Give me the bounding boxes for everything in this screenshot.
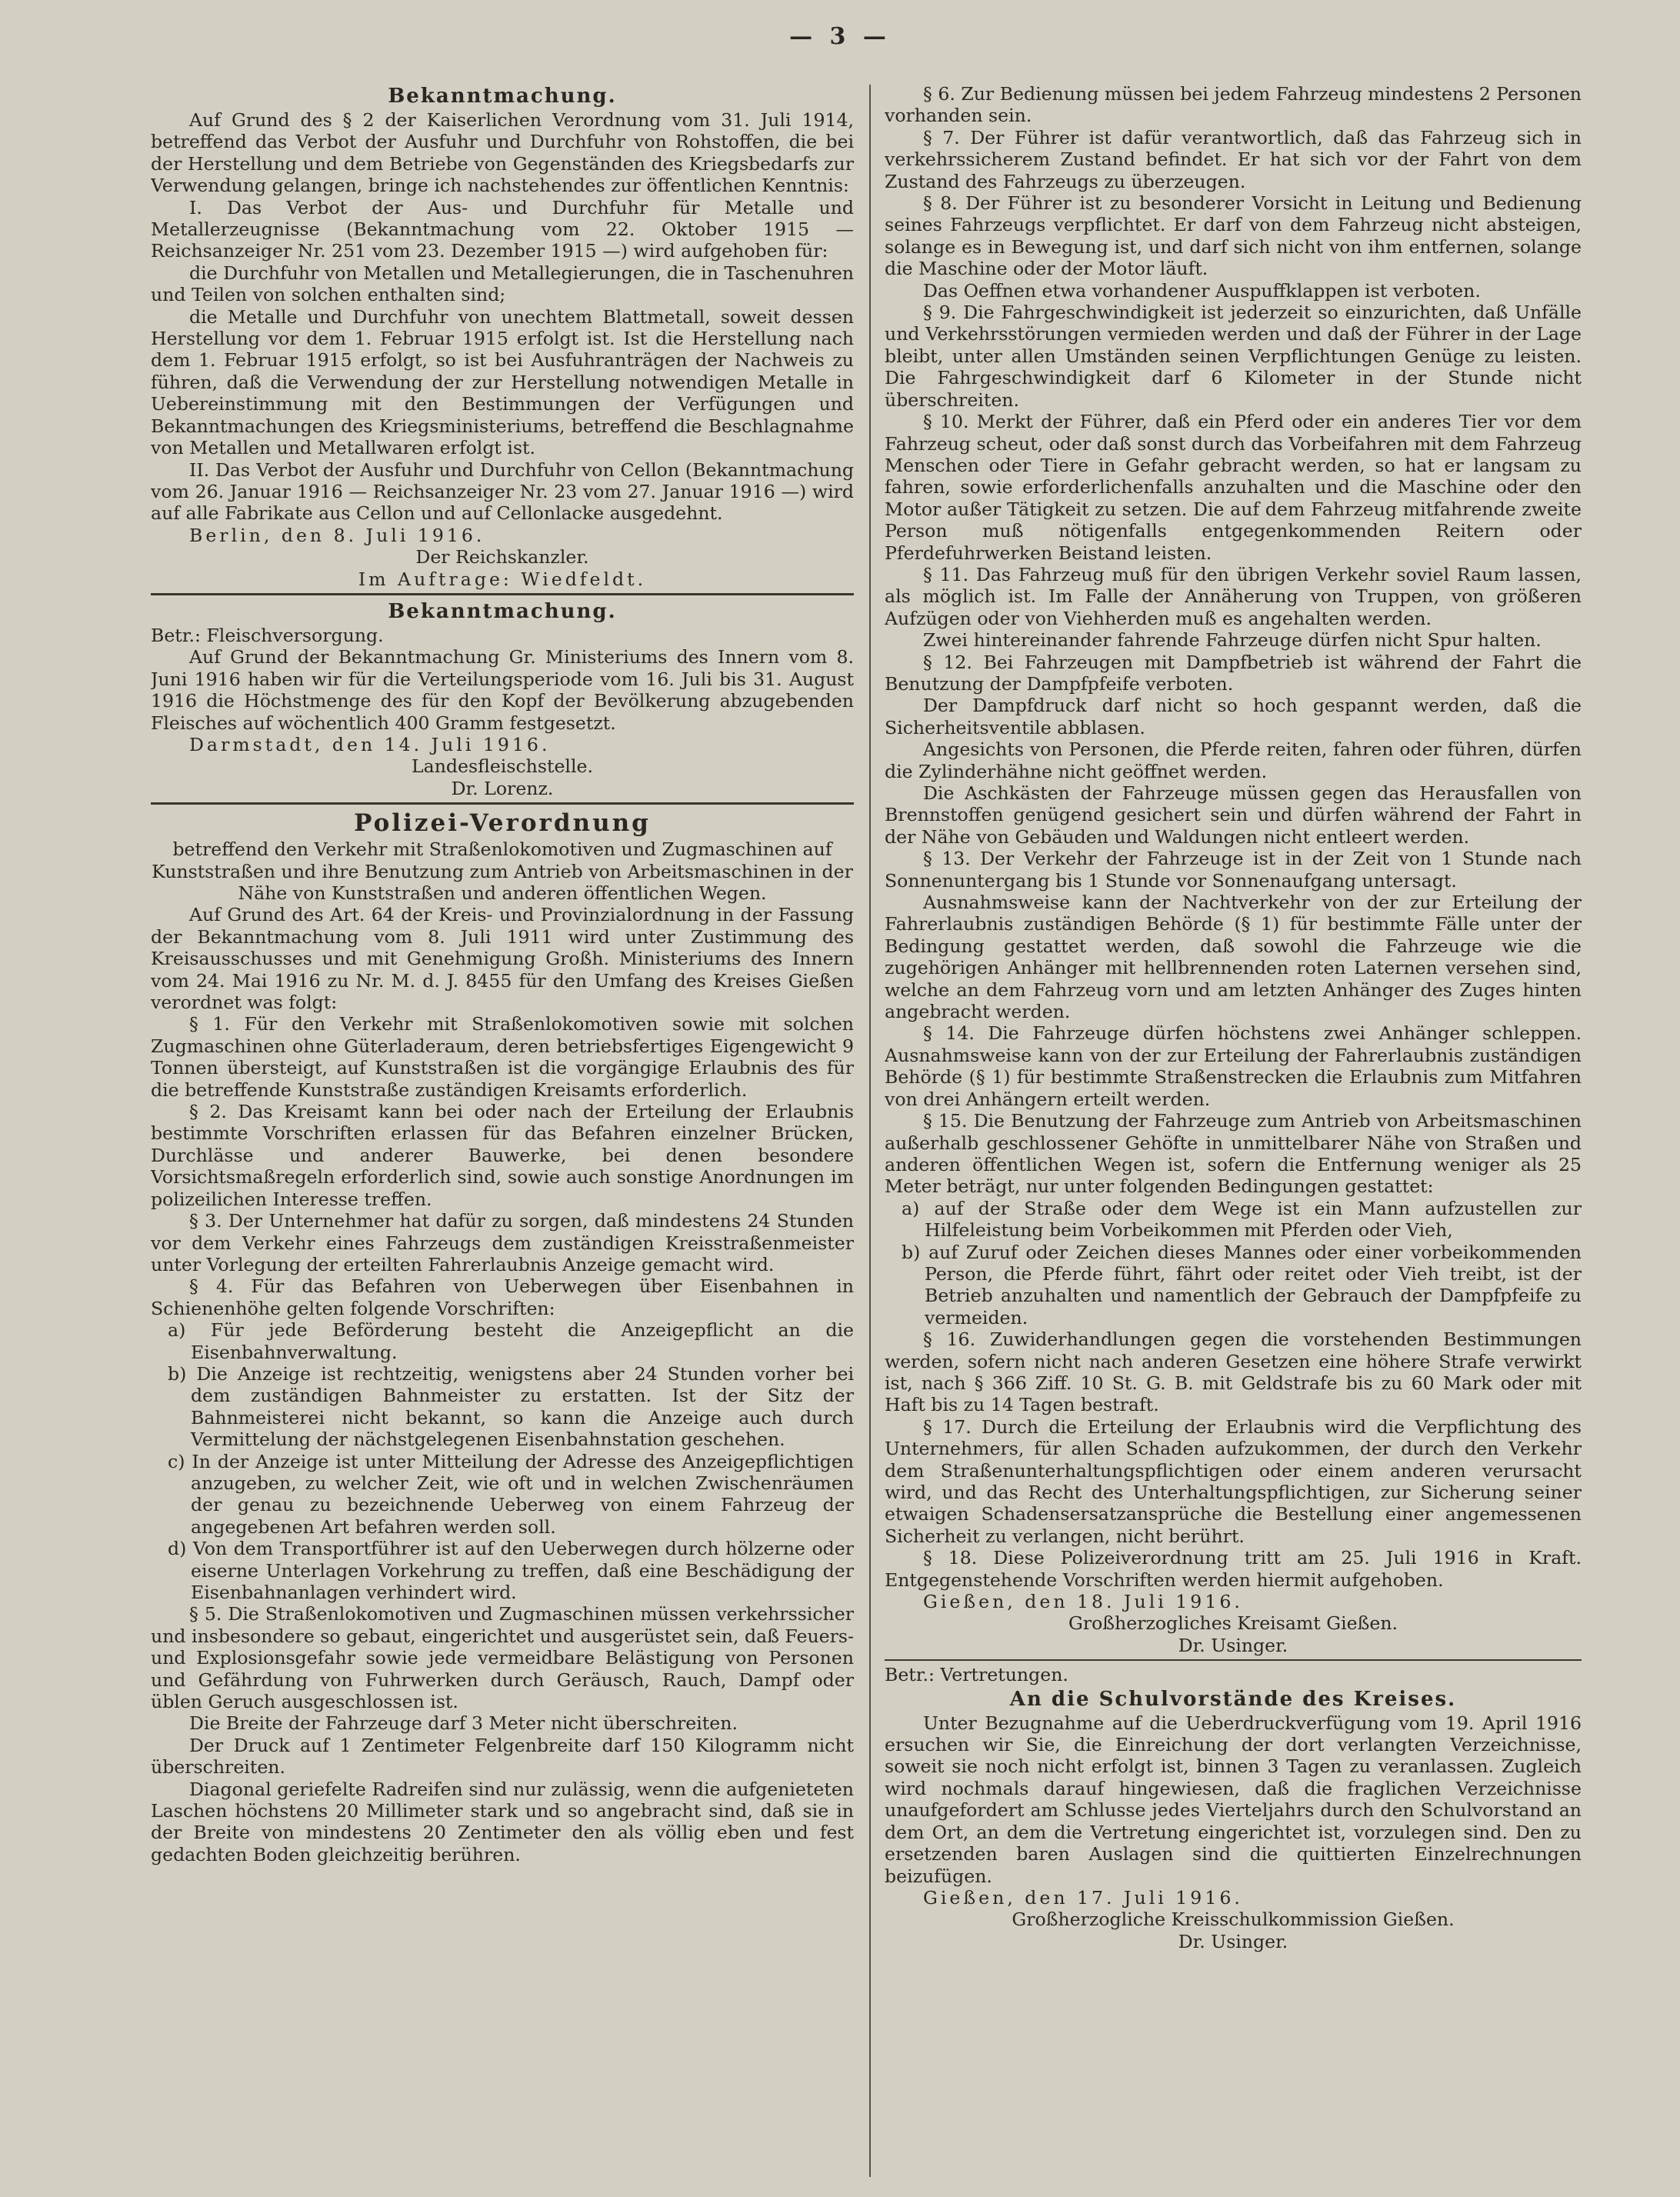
notice-signature: Dr. Usinger. (1178, 1930, 1288, 1952)
ordinance-intro: Auf Grund des Art. 64 der Kreis- und Provinzialordnung in der Fassung der Bekanntmachung vom 8. Juli 1911 wird unter Zustimmung des Kreisausschusses und mit Genehmigung Großh. Ministeriums des Innern vom 24. Mai 1916 zu Nr. M. d. J. 8455 für den Umfang des Kreises Gießen verordnet was folgt: (151, 904, 854, 1014)
ordinance-section: § 6. Zur Bedienung müssen bei jedem Fahrzeug mindestens 2 Personen vorhanden sein. (885, 83, 1582, 127)
ordinance-section: § 12. Bei Fahrzeugen mit Dampfbetrieb ist während der Fahrt die Benutzung der Dampfpfeife verboten. (885, 651, 1582, 695)
ordinance-paragraph: Ausnahmsweise kann der Nachtverkehr von der zur Erteilung der Fahrerlaubnis zuständigen Behörde (§ 1) für bestimmte Fälle unter der Bedingung gestattet werden, daß sowohl die Fahrzeuge wie die zugehörigen Anhänger mit hellbrennenden roten Laternen versehen sind, welche an dem Fahrzeug vorn und am letzten Anhänger des Zuges hinten angebracht werden. (885, 892, 1582, 1023)
notice-paragraph: Auf Grund der Bekanntmachung Gr. Ministeriums des Innern vom 8. Juni 1916 haben wir für die Verteilungsperiode vom 16. Juli bis 31. August 1916 die Höchstmenge des für den Kopf der Bevölkerung abzugebenden Fleisches auf wöchentlich 400 Gramm festgesetzt. (151, 646, 854, 734)
police-ordinance (151, 808, 854, 1865)
ordinance-section: § 2. Das Kreisamt kann bei oder nach der Erteilung der Erlaubnis bestimmte Vorschriften erlassen für das Befahren einzelner Brücken, Durchlässe und anderer Bauwerke, bei denen besondere Vorsichtsmaßregeln erforderlich sind, sowie auch sonstige Anordnungen im polizeilichen Interesse treffen. (151, 1101, 854, 1210)
notice-export-ban (151, 83, 854, 590)
notice-subject: Betr.: Vertretungen. (885, 1664, 1068, 1686)
notice-signature: Der Reichskanzler. (415, 546, 589, 568)
ordinance-section: § 15. Die Benutzung der Fahrzeuge zum Antrieb von Arbeitsmaschinen außerhalb geschlossener Gehöfte in unmittelbarer Nähe von Straßen und anderen öffentlichen Wegen ist, sofern die Entfernung weniger als 25 Meter beträgt, nur unter folgenden Bedingungen gestattet: (885, 1110, 1582, 1198)
ordinance-subtitle: betreffend den Verkehr mit Straßenlokomotiven und Zugmaschinen auf Kunststraßen und ihre Benutzung zum Antrieb von Arbeitsmaschinen in der Nähe von Kunststraßen und anderen öffentlichen Wegen. (152, 838, 853, 904)
notice-subject: Betr.: Fleischversorgung. (151, 624, 384, 646)
notice-signature: Dr. Lorenz. (451, 777, 554, 799)
section-rule (151, 593, 854, 595)
notice-paragraph: I. Das Verbot der Aus- und Durchfuhr für Metalle und Metallerzeugnisse (Bekanntmachung vom 22. Oktober 1915 — Reichsanzeiger Nr. 251 vom 23. Dezember 1915 —) wird aufgehoben für: (151, 196, 854, 262)
notice-paragraph: die Metalle und Durchfuhr von unechtem Blattmetall, soweit dessen Herstellung vor dem 1. Februar 1915 erfolgt ist. Ist die Herstellung nach dem 1. Februar 1915 erfolgt, so ist bei Ausfuhranträgen der Nachweis zu führen, daß die Verwendung der zur Herstellung notwendigen Metalle in Uebereinstimmung mit den Bestimmungen der Verfügungen und Bekanntmachungen des Kriegsministeriums, betreffend die Beschlagnahme von Metallen und Metallwaren erfolgt ist. (151, 305, 854, 459)
notice-place-date: Darmstadt, den 14. Juli 1916. (189, 733, 551, 755)
notice-title: An die Schulvorstände des Kreises. (1009, 1687, 1457, 1711)
ordinance-section: § 10. Merkt der Führer, daß ein Pferd oder ein anderes Tier vor dem Fahrzeug scheut, oder daß sonst durch das Vorbeifahren mit dem Fahrzeug Menschen oder Tiere in Gefahr gebracht werden, so hat er langsam zu fahren, sowie erforderlichenfalls anzuhalten und die Maschine oder den Motor außer Tätigkeit zu setzen. Die auf dem Fahrzeug mitfahrende zweite Person muß nötigenfalls entgegenkommenden Reitern oder Pferdefuhrwerken Beistand leisten. (885, 411, 1582, 564)
ordinance-section: § 4. Für das Befahren von Ueberwegen über Eisenbahnen in Schienenhöhe gelten folgende Vorschriften: (151, 1275, 854, 1319)
ordinance-paragraph: Das Oeffnen etwa vorhandener Auspuffklappen ist verboten. (923, 279, 1481, 302)
ordinance-paragraph: Die Breite der Fahrzeuge darf 3 Meter nicht überschreiten. (189, 1712, 738, 1735)
ordinance-section: § 1. Für den Verkehr mit Straßenlokomotiven sowie mit solchen Zugmaschinen ohne Güterladeraum, deren betriebsfertiges Eigengewicht 9 Tonnen übersteigt, auf Kunststraßen ist die vorgängige Erlaubnis des für die betreffende Kunststraße zuständigen Kreisamts erforderlich. (151, 1013, 854, 1101)
page-number: — 3 — (789, 23, 891, 50)
ordinance-section: § 8. Der Führer ist zu besonderer Vorsicht in Leitung und Bedienung seines Fahrzeugs verpflichtet. Er darf von dem Fahrzeug nicht absteigen, solange es in Bewegung ist, und darf sich nicht von ihm entfernen, solange die Maschine oder der Motor läuft. (885, 192, 1582, 280)
ordinance-item: a) auf der Straße oder dem Wege ist ein Mann aufzustellen zur Hilfeleistung beim Vorbeikommen mit Pferden oder Vieh, (902, 1197, 1582, 1242)
column-divider (869, 85, 871, 2177)
notice-paragraph: die Durchfuhr von Metallen und Metallegierungen, die in Taschenuhren und Teilen von solchen enthalten sind; (151, 262, 854, 306)
ordinance-section: § 11. Das Fahrzeug muß für den übrigen Verkehr soviel Raum lassen, als möglich ist. Im Falle der Annäherung von Truppen, von größeren Aufzügen oder von Viehherden muß es angehalten werden. (885, 563, 1582, 629)
ordinance-section: § 3. Der Unternehmer hat dafür zu sorgen, daß mindestens 24 Stunden vor dem Verkehr eines Fahrzeugs dem zuständigen Kreisstraßenmeister unter Vorlegung der erteilten Fahrerlaubnis Anzeige gemacht wird. (151, 1210, 854, 1275)
notice-substitutions (885, 1664, 1582, 1952)
section-rule (151, 802, 854, 805)
ordinance-signature: Dr. Usinger. (1178, 1634, 1288, 1656)
right-column (885, 83, 1582, 2191)
ordinance-section: § 14. Die Fahrzeuge dürfen höchstens zwei Anhänger schleppen. Ausnahmsweise kann von der zur Erteilung der Fahrerlaubnis zuständigen Behörde (§ 1) für bestimmte Straßenstrecken die Erlaubnis zum Mitfahren von drei Anhängern erteilt werden. (885, 1022, 1582, 1110)
ordinance-signature: Großherzogliches Kreisamt Gießen. (1068, 1612, 1398, 1635)
notice-paragraph: II. Das Verbot der Ausfuhr und Durchfuhr von Cellon (Bekanntmachung vom 26. Januar 1916 — Reichsanzeiger Nr. 23 vom 27. Januar 1916 —) wird auf alle Fabrikate aus Cellon und auf Cellonlacke ausgedehnt. (151, 458, 854, 525)
notice-signature: Landesfleischstelle. (412, 755, 593, 778)
ordinance-section: § 17. Durch die Erteilung der Erlaubnis wird die Verpflichtung des Unternehmers, für allen Schaden aufzukommen, der durch den Verkehr dem Straßenunterhaltungspflichtigen oder einem anderen verursacht wird, und das Recht des Unterhaltungspflichtigen, zur Sicherung seiner etwaigen Schadensersatzansprüche die Bestellung einer angemessenen Sicherheit zu verlangen, nicht berührt. (885, 1415, 1582, 1547)
ordinance-place-date: Gießen, den 18. Juli 1916. (923, 1591, 1243, 1613)
notice-signature: Großherzogliche Kreisschulkommission Gießen. (1012, 1909, 1455, 1931)
ordinance-paragraph: Der Druck auf 1 Zentimeter Felgenbreite darf 150 Kilogramm nicht überschreiten. (151, 1734, 854, 1779)
ordinance-title: Polizei-Verordnung (354, 809, 651, 838)
notice-signature: Im Auftrage: Wiedfeldt. (358, 568, 647, 590)
notice-place-date: Berlin, den 8. Juli 1916. (189, 524, 485, 546)
ordinance-item: b) auf Zuruf oder Zeichen dieses Mannes oder einer vorbeikommenden Person, die Pferde führt, fährt oder reitet oder Vieh treibt, ist der Betrieb anzuhalten und namentlich der Gebrauch der Dampfpfeife zu vermeiden. (902, 1241, 1582, 1329)
ordinance-section: § 9. Die Fahrgeschwindigkeit ist jederzeit so einzurichten, daß Unfälle und Verkehrsstörungen vermieden werden und daß der Führer in der Lage bleibt, unter allen Umständen seinen Verpflichtungen Genüge zu leisten. Die Fahrgeschwindigkeit darf 6 Kilometer in der Stunde nicht überschreiten. (885, 302, 1582, 411)
notice-meat-supply (151, 598, 854, 799)
ordinance-section: § 5. Die Straßenlokomotiven und Zugmaschinen müssen verkehrssicher und insbesondere so gebaut, eingerichtet und ausgerüstet sein, daß Feuers- und Explosionsgefahr sowie jede vermeidbare Belästigung von Personen und Gefährdung von Fuhrwerken durch Geräusch, Rauch, Dampf oder üblen Geruch ausgeschlossen ist. (151, 1603, 854, 1713)
left-column (151, 83, 854, 2191)
police-ordinance-continued (885, 83, 1582, 1656)
ordinance-paragraph: Die Aschkästen der Fahrzeuge müssen gegen das Herausfallen von Brennstoffen genügend gesichert sein und dürfen während der Fahrt in der Nähe von Gebäuden und Waldungen nicht entleert werden. (885, 782, 1582, 848)
section-rule (885, 1659, 1582, 1661)
ordinance-paragraph: Diagonal geriefelte Radreifen sind nur zulässig, wenn die aufgenieteten Laschen höchstens 20 Millimeter stark und so angebracht sind, daß sie in der Breite von mindestens 20 Zentimeter den als völlig eben und fest gedachten Boden gleichzeitig berühren. (151, 1778, 854, 1865)
ordinance-item: b) Die Anzeige ist rechtzeitig, wenigstens aber 24 Stunden vorher bei dem zuständigen Bahnmeister zu erstatten. Ist der Sitz der Bahnmeisterei nicht bekannt, so kann die Anzeige auch durch Vermittelung der nächstgelegenen Eisenbahnstation geschehen. (168, 1362, 854, 1451)
notice-title: Bekanntmachung. (388, 599, 617, 623)
ordinance-paragraph: Angesichts von Personen, die Pferde reiten, fahren oder führen, dürfen die Zylinderhähne nicht geöffnet werden. (885, 738, 1582, 782)
ordinance-item: c) In der Anzeige ist unter Mitteilung der Adresse des Anzeigepflichtigen anzugeben, zu welcher Zeit, wie oft und in welchen Zwischenräumen der genau zu bezeichnende Ueberweg von einem Fahrzeug der angegebenen Art befahren werden soll. (168, 1450, 854, 1538)
ordinance-paragraph: Der Dampfdruck darf nicht so hoch gespannt werden, daß die Sicherheitsventile abblasen. (885, 695, 1582, 738)
notice-paragraph: Auf Grund des § 2 der Kaiserlichen Verordnung vom 31. Juli 1914, betreffend das Verbot der Ausfuhr und Durchfuhr von Rohstoffen, die bei der Herstellung und dem Betriebe von Gegenständen des Kriegsbedarfs zur Verwendung gelangen, bringe ich nachstehendes zur öffentlichen Kenntnis: (151, 109, 854, 197)
notice-paragraph: Unter Bezugnahme auf die Ueberdruckverfügung vom 19. April 1916 ersuchen wir Sie, die Einreichung der dort verlangten Verzeichnisse, soweit sie noch nicht erfolgt ist, binnen 3 Tagen zu veranlassen. Zugleich wird nochmals darauf hingewiesen, daß die fraglichen Verzeichnisse unaufgefordert am Schlusse jedes Vierteljahrs durch den Schulvorstand an dem Ort, an dem die Vertretung eingerichtet ist, vorzulegen sind. Den zu ersetzenden baren Auslagen sind die quittierten Einzelrechnungen beizufügen. (885, 1712, 1582, 1887)
ordinance-section: § 16. Zuwiderhandlungen gegen die vorstehenden Bestimmungen werden, sofern nicht nach anderen Gesetzen eine höhere Strafe verwirkt ist, nach § 366 Ziff. 10 St. G. B. mit Geldstrafe bis zu 60 Mark oder mit Haft bis zu 14 Tagen bestraft. (885, 1329, 1582, 1416)
ordinance-item: d) Von dem Transportführer ist auf den Ueberwegen durch hölzerne oder eiserne Unterlagen Vorkehrung zu treffen, daß eine Beschädigung der Eisenbahnanlagen verhindert wird. (168, 1538, 854, 1603)
ordinance-section: § 13. Der Verkehr der Fahrzeuge ist in der Zeit von 1 Stunde nach Sonnenuntergang bis 1 Stunde vor Sonnenaufgang untersagt. (885, 848, 1582, 892)
notice-title: Bekanntmachung. (388, 85, 617, 108)
ordinance-section: § 7. Der Führer ist dafür verantwortlich, daß das Fahrzeug sich in verkehrssicherem Zustand befindet. Er hat sich vor der Fahrt von dem Zustand des Fahrzeugs zu überzeugen. (885, 126, 1582, 192)
ordinance-paragraph: Zwei hintereinander fahrende Fahrzeuge dürfen nicht Spur halten. (923, 629, 1542, 652)
ordinance-item: a) Für jede Beförderung besteht die Anzeigepflicht an die Eisenbahnverwaltung. (168, 1319, 854, 1363)
notice-place-date: Gießen, den 17. Juli 1916. (923, 1886, 1243, 1909)
ordinance-section: § 18. Diese Polizeiverordnung tritt am 25. Juli 1916 in Kraft. Entgegenstehende Vorschriften werden hiermit aufgehoben. (885, 1547, 1582, 1591)
